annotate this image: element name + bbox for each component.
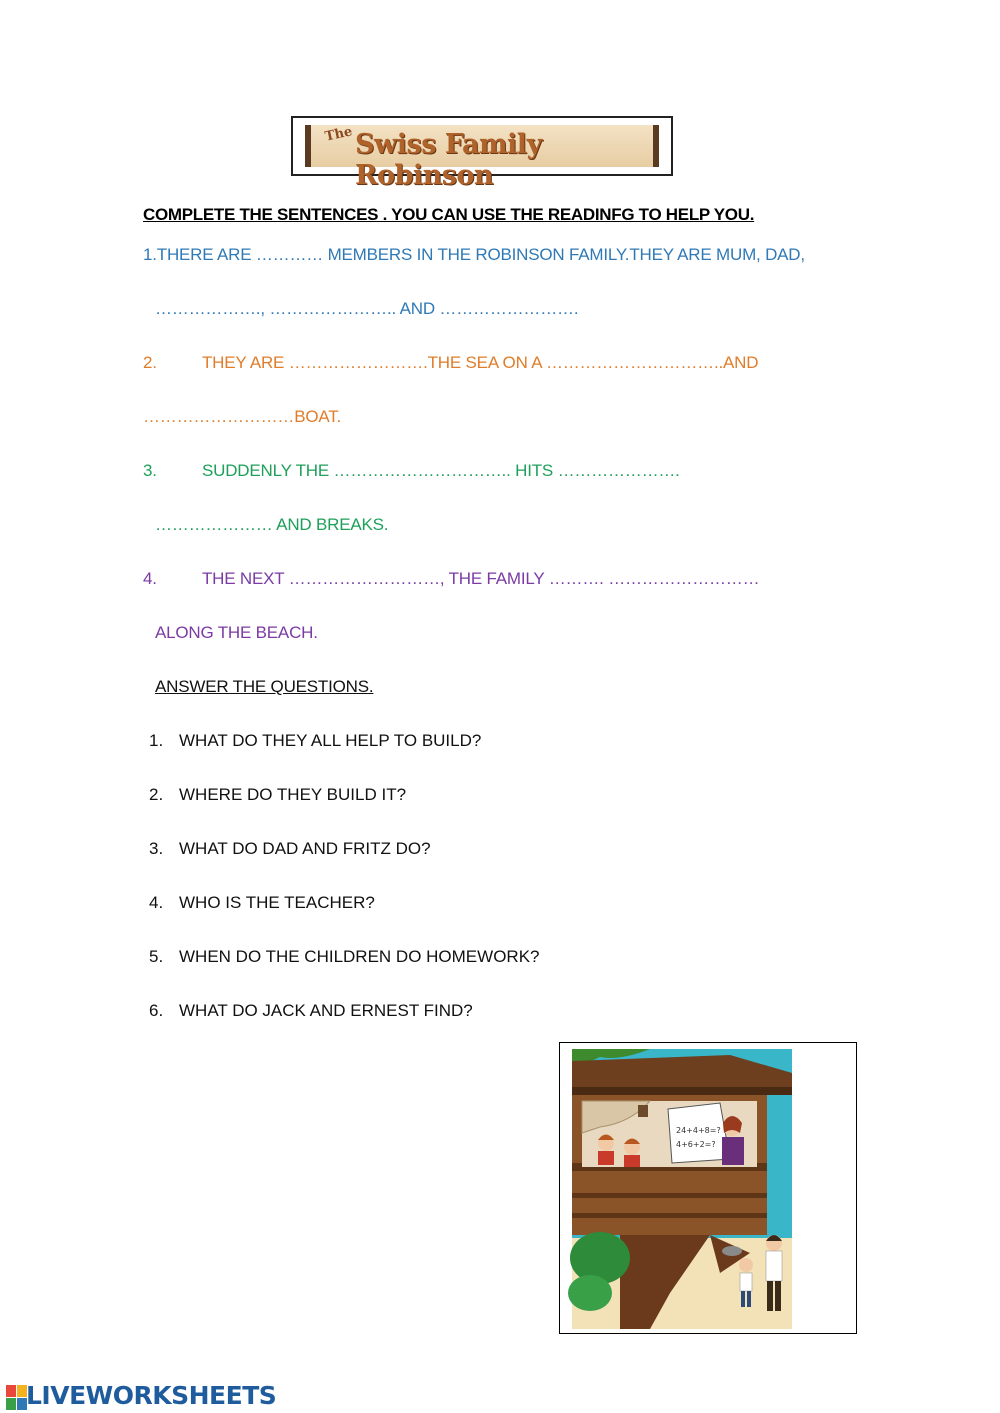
liveworksheets-logo-icon: [6, 1383, 28, 1413]
child-1-body: [598, 1151, 614, 1165]
question-number: 1.: [149, 731, 164, 750]
title-banner: [305, 124, 659, 191]
treehouse-svg: [560, 1043, 858, 1335]
roof-edge: [572, 1087, 792, 1095]
dad-leg-1: [767, 1281, 773, 1311]
boy-leg-2: [747, 1291, 751, 1307]
logo-block-3: [6, 1398, 16, 1410]
answer-heading: ANSWER THE QUESTIONS.: [155, 677, 374, 696]
sentence-4-line-2: ALONG THE BEACH.: [155, 623, 318, 642]
sentence-1-line-1[interactable]: 1.THERE ARE ………… MEMBERS IN THE ROBINSON FAMILY.THEY ARE MUM, DAD,: [143, 245, 805, 264]
shelf-jar: [638, 1105, 648, 1117]
hut-beam-3: [572, 1213, 767, 1218]
boy-head: [739, 1258, 753, 1272]
rock: [722, 1246, 742, 1256]
instruction-complete: COMPLETE THE SENTENCES . YOU CAN USE THE READINFG TO HELP YOU.: [143, 205, 755, 224]
child-2-body: [624, 1155, 640, 1167]
sentence-2-line-2[interactable]: ………………………BOAT.: [143, 407, 342, 426]
title-box: [291, 116, 673, 191]
hut-beam-2: [572, 1193, 767, 1198]
question-number: 6.: [149, 1001, 164, 1020]
sentence-3-number: 3.: [143, 461, 157, 480]
boy-body: [740, 1273, 752, 1291]
treehouse-illustration: [559, 1042, 857, 1334]
palm-leaf-1: [570, 1232, 630, 1284]
question-text: WHERE DO THEY BUILD IT?: [179, 785, 407, 804]
sentence-3-line-2[interactable]: ………………… AND BREAKS.: [155, 515, 389, 534]
question-number: 3.: [149, 839, 164, 858]
question-5: [149, 947, 540, 967]
sentence-4-line-1[interactable]: THE NEXT ………………………, THE FAMILY ………. ………………………: [202, 569, 760, 588]
board-text-2: 4+6+2=?: [676, 1140, 716, 1149]
dad-leg-2: [775, 1281, 781, 1311]
question-2: [149, 785, 406, 805]
board-text-1: 24+4+8=?: [676, 1126, 721, 1135]
question-text: WHAT DO DAD AND FRITZ DO?: [179, 839, 431, 858]
sentence-3-line-1[interactable]: SUDDENLY THE ………………………….. HITS ………………….: [202, 461, 680, 480]
sentence-2-line-1[interactable]: THEY ARE …………………….THE SEA ON A …………………………..AND: [202, 353, 759, 372]
question-text: WHEN DO THE CHILDREN DO HOMEWORK?: [179, 947, 540, 966]
question-text: WHAT DO JACK AND ERNEST FIND?: [179, 1001, 473, 1020]
liveworksheets-logo-text: LIVEWORKSHEETS: [26, 1381, 277, 1410]
sentence-4-number: 4.: [143, 569, 157, 588]
question-number: 4.: [149, 893, 164, 912]
dad-body: [766, 1251, 782, 1281]
boy-leg-1: [741, 1291, 745, 1307]
question-1: [149, 731, 481, 751]
page-title: Swiss Family Robinson: [355, 129, 542, 191]
question-6: [149, 1001, 473, 1021]
question-4: [149, 893, 375, 913]
question-number: 5.: [149, 947, 164, 966]
question-text: WHAT DO THEY ALL HELP TO BUILD?: [179, 731, 482, 750]
question-text: WHO IS THE TEACHER?: [179, 893, 375, 912]
palm-leaf-2: [568, 1275, 612, 1311]
logo-block-1: [6, 1385, 16, 1397]
sentence-1-line-2[interactable]: ………………., ………………….. AND …………………….: [155, 299, 579, 318]
title-the: The: [323, 124, 354, 145]
sentence-2-number: 2.: [143, 353, 157, 372]
teacher-body: [722, 1137, 744, 1165]
question-3: [149, 839, 431, 859]
question-number: 2.: [149, 785, 164, 804]
